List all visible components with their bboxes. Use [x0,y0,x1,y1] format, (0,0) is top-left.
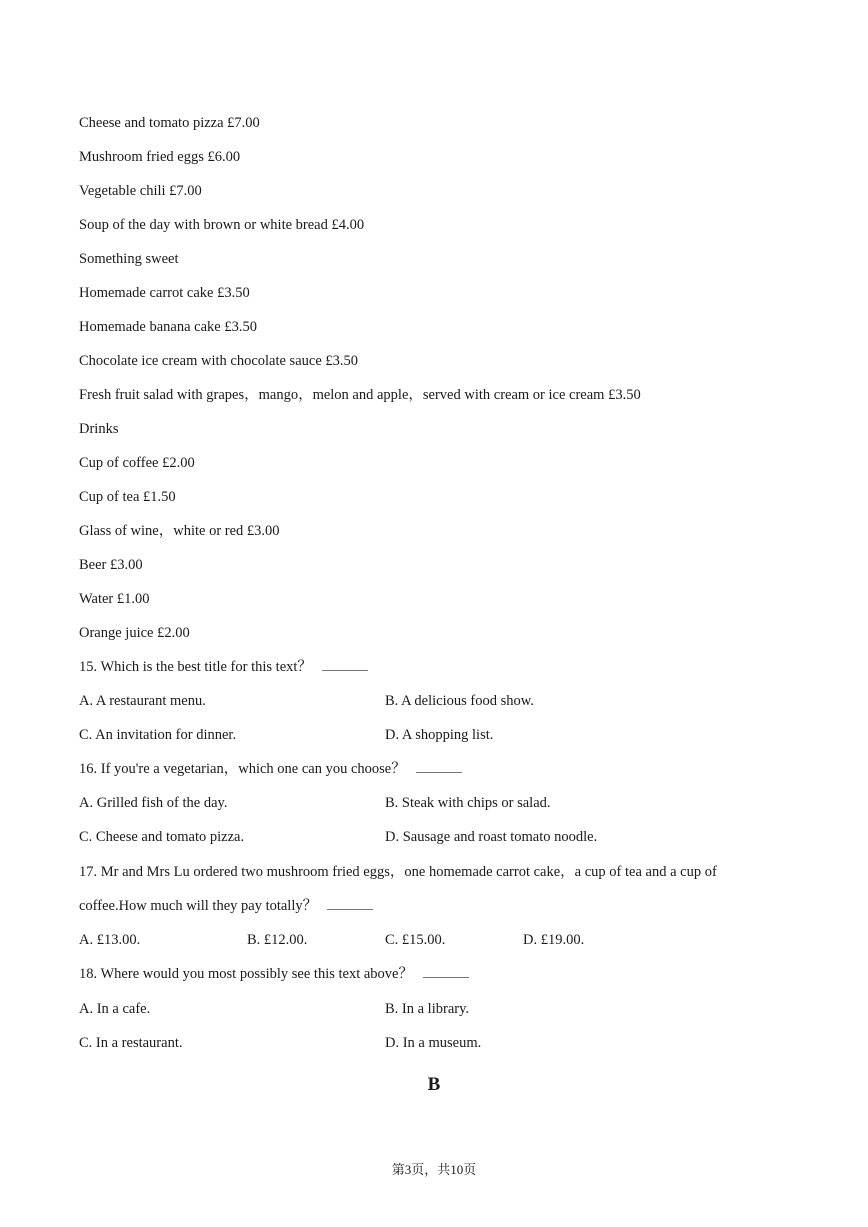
menu-item: Vegetable chili £7.00 [79,183,202,199]
question-text: coffee.How much will they pay totally？ [79,898,318,914]
question-18-stem [79,965,469,983]
option-b: B. Steak with chips or salad. [385,795,551,811]
question-text: 18. Where would you most possibly see this text above？ [79,966,413,982]
menu-item: Cup of coffee £2.00 [79,455,195,471]
answer-blank[interactable] [423,965,469,978]
menu-item: Beer £3.00 [79,557,143,573]
option-b: B. A delicious food show. [385,693,534,709]
question-17-stem: 17. Mr and Mrs Lu ordered two mushroom fried eggs，one homemade carrot cake，a cup of tea and a cup of [79,864,717,880]
page-footer: 第3页，共10页 [391,1162,477,1177]
question-16-stem [79,760,462,778]
option-a: A. Grilled fish of the day. [79,795,228,811]
option-a: A. A restaurant menu. [79,693,206,709]
menu-item: Cheese and tomato pizza £7.00 [79,115,260,131]
option-a: A. £13.00. [79,932,141,948]
menu-section-heading: Drinks [79,421,119,437]
option-c: C. An invitation for dinner. [79,727,237,743]
question-text: 15. Which is the best title for this text？ [79,659,312,675]
answer-blank[interactable] [327,897,373,910]
answer-blank[interactable] [416,760,462,773]
option-d: D. Sausage and roast tomato noodle. [385,829,598,845]
option-d: D. In a museum. [385,1035,482,1051]
option-d: D. £19.00. [523,932,585,948]
menu-item: Chocolate ice cream with chocolate sauce £3.50 [79,353,359,369]
option-b: B. In a library. [385,1001,470,1017]
question-17-stem-cont [79,897,373,915]
menu-item: Glass of wine，white or red £3.00 [79,523,280,539]
question-text: 16. If you're a vegetarian，which one can you choose？ [79,761,406,777]
option-c: C. Cheese and tomato pizza. [79,829,245,845]
answer-blank[interactable] [322,658,368,671]
section-heading-b: B [427,1074,441,1095]
menu-item: Water £1.00 [79,591,150,607]
option-b: B. £12.00. [247,932,308,948]
option-c: C. In a restaurant. [79,1035,183,1051]
option-d: D. A shopping list. [385,727,494,743]
menu-item: Homemade carrot cake £3.50 [79,285,250,301]
menu-item: Mushroom fried eggs £6.00 [79,149,241,165]
question-15-stem [79,658,368,676]
menu-item: Fresh fruit salad with grapes，mango，melon and apple，served with cream or ice cream £3.50 [79,387,641,403]
option-a: A. In a cafe. [79,1001,151,1017]
menu-item: Cup of tea £1.50 [79,489,176,505]
menu-item: Soup of the day with brown or white bread £4.00 [79,217,365,233]
option-c: C. £15.00. [385,932,446,948]
menu-item: Orange juice £2.00 [79,625,190,641]
menu-section-heading: Something sweet [79,251,179,267]
menu-item: Homemade banana cake £3.50 [79,319,257,335]
